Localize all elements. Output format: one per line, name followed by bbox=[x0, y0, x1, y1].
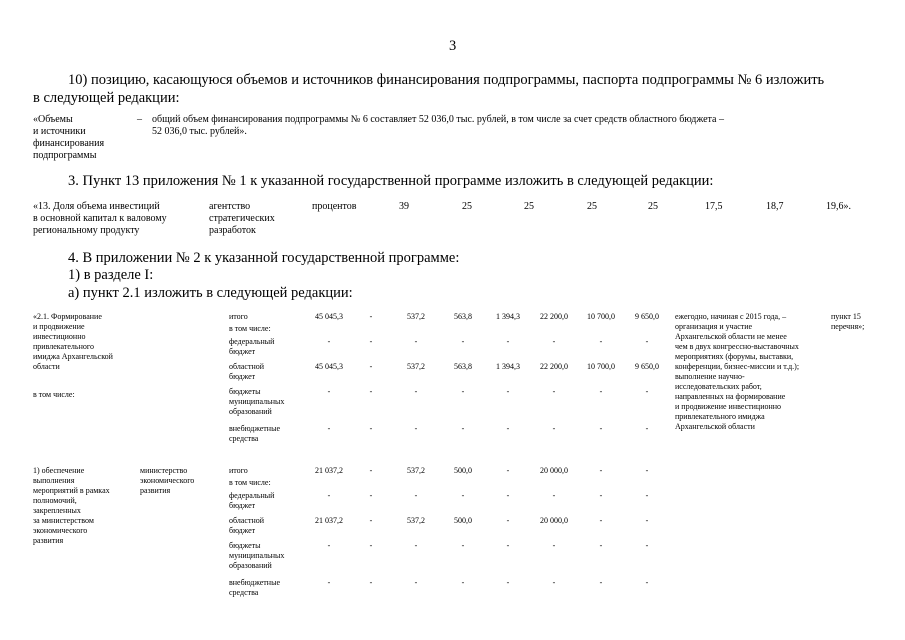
cell-value: - bbox=[645, 516, 649, 525]
item3-value: 18,7 bbox=[766, 201, 784, 212]
cell-value: - bbox=[599, 516, 603, 525]
cell-value: 20 000,0 bbox=[540, 466, 568, 475]
cell-value: - bbox=[369, 578, 373, 587]
cell-value: 537,2 bbox=[407, 362, 425, 371]
item3-value: 25 bbox=[524, 201, 534, 212]
row-label: итого bbox=[229, 312, 248, 321]
cell-value: 563,8 bbox=[454, 362, 472, 371]
cell-value: 500,0 bbox=[454, 516, 472, 525]
cell-value: 1 394,3 bbox=[496, 362, 520, 371]
row-label: внебюджетные средства bbox=[229, 424, 280, 443]
cell-value: - bbox=[506, 424, 510, 433]
cell-value: - bbox=[327, 424, 331, 433]
item10-text: общий объем финансирования подпрограммы № 6 составляет 52 036,0 тыс. рублей, в том числе за счет средств областного бюджета – 52 036,0 тыс. рублей». bbox=[152, 114, 724, 137]
cell-value: 9 650,0 bbox=[635, 312, 659, 321]
cell-value: - bbox=[414, 491, 418, 500]
item3-value: 25 bbox=[462, 201, 472, 212]
row-label: бюджеты муниципальных образований bbox=[229, 541, 285, 570]
cell-value: - bbox=[506, 466, 510, 475]
cell-value: - bbox=[645, 491, 649, 500]
block2-executor: министерство экономического развития bbox=[140, 466, 195, 495]
cell-value: - bbox=[552, 541, 556, 550]
item3-value: 19,6». bbox=[826, 201, 851, 212]
row-label: федеральный бюджет bbox=[229, 337, 275, 356]
cell-value: - bbox=[645, 466, 649, 475]
cell-value: 20 000,0 bbox=[540, 516, 568, 525]
row-label: итого bbox=[229, 466, 248, 475]
block1-result: ежегодно, начиная с 2015 года, – организация и участие Архангельской области не менее чем в двух конгрессно-выставочных мероприятиях (форумы, выставки, конференции, бизнес-миссии и т.д.); выполнение научно- исследовательских работ, направленных на формирование и продвижение инвестиционно привлекательного имиджа Архангельской области bbox=[675, 312, 800, 431]
cell-value: - bbox=[599, 424, 603, 433]
cell-value: - bbox=[599, 466, 603, 475]
item10-label: «Объемы и источники финансирования подпрограммы bbox=[33, 114, 105, 161]
cell-value: - bbox=[552, 387, 556, 396]
cell-value: - bbox=[506, 337, 510, 346]
cell-value: - bbox=[645, 387, 649, 396]
cell-value: 537,2 bbox=[407, 312, 425, 321]
row-label: внебюджетные средства bbox=[229, 578, 280, 597]
cell-value: - bbox=[506, 491, 510, 500]
cell-value: - bbox=[414, 424, 418, 433]
cell-value: - bbox=[645, 541, 649, 550]
cell-value: - bbox=[369, 312, 373, 321]
cell-value: - bbox=[645, 578, 649, 587]
cell-value: - bbox=[506, 578, 510, 587]
cell-value: - bbox=[369, 337, 373, 346]
item3-agency: агентство стратегических разработок bbox=[209, 201, 275, 236]
row-label: в том числе: bbox=[229, 324, 271, 333]
cell-value: - bbox=[327, 578, 331, 587]
cell-value: - bbox=[506, 516, 510, 525]
item4-sub1: 1) в разделе I: bbox=[68, 267, 154, 283]
item3-heading: 3. Пункт 13 приложения № 1 к указанной государственной программе изложить в следующей редакции: bbox=[68, 173, 714, 189]
cell-value: - bbox=[327, 491, 331, 500]
cell-value: - bbox=[414, 337, 418, 346]
page-number: 3 bbox=[449, 38, 457, 54]
cell-value: 537,2 bbox=[407, 516, 425, 525]
item3-unit: процентов bbox=[312, 201, 357, 212]
cell-value: 22 200,0 bbox=[540, 362, 568, 371]
cell-value: 500,0 bbox=[454, 466, 472, 475]
cell-value: - bbox=[599, 541, 603, 550]
item3-name: «13. Доля объема инвестиций в основной капитал к валовому региональному продукту bbox=[33, 201, 167, 236]
cell-value: - bbox=[327, 337, 331, 346]
cell-value: - bbox=[552, 424, 556, 433]
cell-value: - bbox=[461, 424, 465, 433]
block1-name: «2.1. Формирование и продвижение инвестиционно привлекательного имиджа Архангельской области bbox=[33, 312, 113, 371]
cell-value: - bbox=[506, 541, 510, 550]
cell-value: - bbox=[369, 516, 373, 525]
cell-value: - bbox=[369, 387, 373, 396]
cell-value: - bbox=[461, 578, 465, 587]
item3-value: 25 bbox=[648, 201, 658, 212]
cell-value: 22 200,0 bbox=[540, 312, 568, 321]
row-label: федеральный бюджет bbox=[229, 491, 275, 510]
row-label: областной бюджет bbox=[229, 516, 265, 535]
cell-value: - bbox=[552, 578, 556, 587]
cell-value: - bbox=[599, 337, 603, 346]
cell-value: - bbox=[461, 541, 465, 550]
cell-value: 1 394,3 bbox=[496, 312, 520, 321]
item10-line2: в следующей редакции: bbox=[33, 90, 180, 106]
cell-value: 10 700,0 bbox=[587, 362, 615, 371]
cell-value: - bbox=[552, 491, 556, 500]
row-label: бюджеты муниципальных образований bbox=[229, 387, 285, 416]
cell-value: - bbox=[327, 387, 331, 396]
item4-sub2: а) пункт 2.1 изложить в следующей редакции: bbox=[68, 285, 353, 301]
cell-value: - bbox=[506, 387, 510, 396]
cell-value: - bbox=[461, 337, 465, 346]
cell-value: 537,2 bbox=[407, 466, 425, 475]
row-label: областной бюджет bbox=[229, 362, 265, 381]
cell-value: - bbox=[645, 424, 649, 433]
cell-value: 563,8 bbox=[454, 312, 472, 321]
cell-value: - bbox=[645, 337, 649, 346]
cell-value: 21 037,2 bbox=[315, 466, 343, 475]
cell-value: - bbox=[599, 578, 603, 587]
cell-value: - bbox=[461, 387, 465, 396]
cell-value: - bbox=[414, 387, 418, 396]
cell-value: - bbox=[414, 541, 418, 550]
cell-value: 9 650,0 bbox=[635, 362, 659, 371]
item3-value: 39 bbox=[399, 201, 409, 212]
cell-value: 45 045,3 bbox=[315, 362, 343, 371]
cell-value: - bbox=[461, 491, 465, 500]
cell-value: - bbox=[414, 578, 418, 587]
item10-dash: – bbox=[137, 114, 142, 125]
item3-value: 17,5 bbox=[705, 201, 723, 212]
block1-incl: в том числе: bbox=[33, 390, 75, 399]
cell-value: - bbox=[552, 337, 556, 346]
cell-value: 45 045,3 bbox=[315, 312, 343, 321]
cell-value: - bbox=[599, 387, 603, 396]
cell-value: 10 700,0 bbox=[587, 312, 615, 321]
cell-value: - bbox=[327, 541, 331, 550]
item4-heading: 4. В приложении № 2 к указанной государственной программе: bbox=[68, 250, 460, 266]
item10-line1: 10) позицию, касающуюся объемов и источников финансирования подпрограммы, паспорта подпрограммы № 6 изложить bbox=[68, 72, 825, 88]
block2-name: 1) обеспечение выполнения мероприятий в рамках полномочий, закрепленных за министерством экономического развития bbox=[33, 466, 110, 545]
cell-value: 21 037,2 bbox=[315, 516, 343, 525]
block1-ref: пункт 15 перечня»; bbox=[831, 312, 865, 331]
cell-value: - bbox=[599, 491, 603, 500]
cell-value: - bbox=[369, 466, 373, 475]
cell-value: - bbox=[369, 424, 373, 433]
cell-value: - bbox=[369, 362, 373, 371]
cell-value: - bbox=[369, 491, 373, 500]
cell-value: - bbox=[369, 541, 373, 550]
row-label: в том числе: bbox=[229, 478, 271, 487]
item3-value: 25 bbox=[587, 201, 597, 212]
